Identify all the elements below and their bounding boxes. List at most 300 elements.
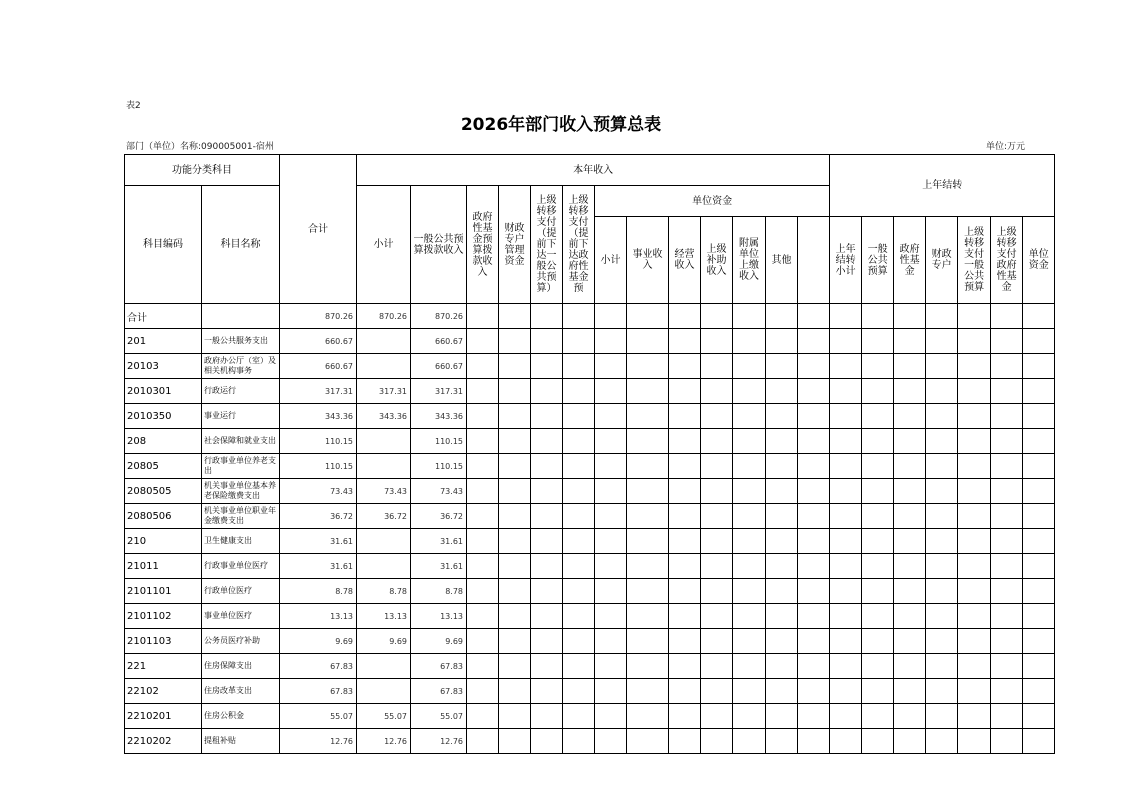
table-row xyxy=(125,679,1055,704)
row-empty-cell xyxy=(499,404,531,429)
row-total: 8.78 xyxy=(280,579,357,604)
row-empty-cell xyxy=(991,379,1023,404)
header-last-year: 上年结转 xyxy=(830,155,1055,217)
row-empty-cell xyxy=(701,729,733,754)
row-code: 2080506 xyxy=(125,504,202,529)
row-empty-cell xyxy=(701,629,733,654)
row-empty-cell xyxy=(991,579,1023,604)
row-empty-cell xyxy=(830,329,862,354)
row-subtotal xyxy=(357,679,411,704)
row-empty-cell xyxy=(701,579,733,604)
row-empty-cell xyxy=(766,304,798,329)
row-empty-cell xyxy=(958,679,991,704)
row-empty-cell xyxy=(862,379,894,404)
row-total: 317.31 xyxy=(280,379,357,404)
header-subtotal: 小计 xyxy=(357,186,411,304)
row-subtotal xyxy=(357,429,411,454)
row-code: 210 xyxy=(125,529,202,554)
row-name: 事业单位医疗 xyxy=(202,604,280,629)
row-empty-cell xyxy=(531,479,563,504)
row-general-budget: 12.76 xyxy=(411,729,467,754)
row-empty-cell xyxy=(766,579,798,604)
row-empty-cell xyxy=(701,554,733,579)
row-total: 660.67 xyxy=(280,329,357,354)
table-row xyxy=(125,454,1055,479)
row-empty-cell xyxy=(467,429,499,454)
row-empty-cell xyxy=(991,479,1023,504)
table-header xyxy=(125,155,1055,304)
table-row xyxy=(125,429,1055,454)
row-empty-cell xyxy=(862,729,894,754)
row-empty-cell xyxy=(991,529,1023,554)
row-empty-cell xyxy=(991,304,1023,329)
row-empty-cell xyxy=(958,579,991,604)
row-empty-cell xyxy=(862,304,894,329)
row-general-budget: 8.78 xyxy=(411,579,467,604)
row-empty-cell xyxy=(499,529,531,554)
row-general-budget: 9.69 xyxy=(411,629,467,654)
row-empty-cell xyxy=(926,329,958,354)
row-empty-cell xyxy=(991,729,1023,754)
row-empty-cell xyxy=(766,704,798,729)
header-ly-subtotal: 上年结转小计 xyxy=(830,217,862,304)
row-empty-cell xyxy=(1023,729,1055,754)
row-total: 31.61 xyxy=(280,529,357,554)
row-empty-cell xyxy=(563,604,595,629)
row-empty-cell xyxy=(1023,604,1055,629)
row-empty-cell xyxy=(766,529,798,554)
table-row xyxy=(125,379,1055,404)
row-empty-cell xyxy=(862,504,894,529)
row-empty-cell xyxy=(926,454,958,479)
row-empty-cell xyxy=(798,629,830,654)
row-empty-cell xyxy=(701,604,733,629)
row-empty-cell xyxy=(733,729,766,754)
row-empty-cell xyxy=(958,604,991,629)
row-empty-cell xyxy=(958,554,991,579)
row-empty-cell xyxy=(830,629,862,654)
row-general-budget: 13.13 xyxy=(411,604,467,629)
row-empty-cell xyxy=(467,704,499,729)
row-name: 提租补贴 xyxy=(202,729,280,754)
row-empty-cell xyxy=(531,304,563,329)
row-empty-cell xyxy=(991,429,1023,454)
row-empty-cell xyxy=(766,354,798,379)
header-upper-subsidy: 上级补助收入 xyxy=(701,217,733,304)
row-empty-cell xyxy=(991,679,1023,704)
row-empty-cell xyxy=(862,579,894,604)
row-empty-cell xyxy=(701,679,733,704)
row-general-budget: 110.15 xyxy=(411,454,467,479)
row-empty-cell xyxy=(991,354,1023,379)
row-code: 2010350 xyxy=(125,404,202,429)
row-empty-cell xyxy=(798,354,830,379)
row-empty-cell xyxy=(926,429,958,454)
row-code: 221 xyxy=(125,654,202,679)
row-empty-cell xyxy=(830,429,862,454)
row-empty-cell xyxy=(701,354,733,379)
row-empty-cell xyxy=(926,504,958,529)
row-empty-cell xyxy=(467,329,499,354)
row-empty-cell xyxy=(862,429,894,454)
row-empty-cell xyxy=(862,604,894,629)
row-code: 2010301 xyxy=(125,379,202,404)
row-empty-cell xyxy=(467,379,499,404)
row-empty-cell xyxy=(894,454,926,479)
row-empty-cell xyxy=(669,354,701,379)
row-general-budget: 343.36 xyxy=(411,404,467,429)
row-total: 110.15 xyxy=(280,454,357,479)
header-blank xyxy=(798,217,830,304)
row-empty-cell xyxy=(1023,304,1055,329)
row-empty-cell xyxy=(1023,654,1055,679)
row-empty-cell xyxy=(467,529,499,554)
row-empty-cell xyxy=(894,704,926,729)
row-empty-cell xyxy=(830,604,862,629)
row-empty-cell xyxy=(862,554,894,579)
row-general-budget: 36.72 xyxy=(411,504,467,529)
row-empty-cell xyxy=(467,479,499,504)
row-empty-cell xyxy=(798,554,830,579)
row-subtotal: 9.69 xyxy=(357,629,411,654)
header-ly-fiscal: 财政专户 xyxy=(926,217,958,304)
row-empty-cell xyxy=(595,354,627,379)
row-empty-cell xyxy=(595,654,627,679)
header-business-income: 事业收入 xyxy=(627,217,669,304)
row-empty-cell xyxy=(733,454,766,479)
row-empty-cell xyxy=(798,479,830,504)
row-name: 行政事业单位医疗 xyxy=(202,554,280,579)
row-empty-cell xyxy=(894,354,926,379)
row-empty-cell xyxy=(894,729,926,754)
row-empty-cell xyxy=(991,329,1023,354)
row-subtotal: 317.31 xyxy=(357,379,411,404)
row-empty-cell xyxy=(862,354,894,379)
row-empty-cell xyxy=(595,404,627,429)
row-empty-cell xyxy=(627,404,669,429)
row-empty-cell xyxy=(467,579,499,604)
row-empty-cell xyxy=(862,654,894,679)
header-ly-general: 一般公共预算 xyxy=(862,217,894,304)
row-empty-cell xyxy=(563,454,595,479)
row-general-budget: 31.61 xyxy=(411,554,467,579)
row-empty-cell xyxy=(894,529,926,554)
row-empty-cell xyxy=(830,304,862,329)
row-empty-cell xyxy=(669,654,701,679)
row-total: 9.69 xyxy=(280,629,357,654)
row-empty-cell xyxy=(958,304,991,329)
header-code: 科目编码 xyxy=(125,186,202,304)
row-empty-cell xyxy=(563,429,595,454)
row-name: 一般公共服务支出 xyxy=(202,329,280,354)
row-empty-cell xyxy=(830,554,862,579)
row-empty-cell xyxy=(531,554,563,579)
table-row xyxy=(125,629,1055,654)
row-empty-cell xyxy=(958,479,991,504)
row-subtotal xyxy=(357,454,411,479)
row-code: 21011 xyxy=(125,554,202,579)
row-empty-cell xyxy=(499,654,531,679)
row-empty-cell xyxy=(627,629,669,654)
row-name: 住房改革支出 xyxy=(202,679,280,704)
row-total: 67.83 xyxy=(280,679,357,704)
row-empty-cell xyxy=(798,704,830,729)
row-code: 2101101 xyxy=(125,579,202,604)
row-empty-cell xyxy=(766,329,798,354)
row-empty-cell xyxy=(669,304,701,329)
row-subtotal: 36.72 xyxy=(357,504,411,529)
row-name: 机关事业单位基本养老保险缴费支出 xyxy=(202,479,280,504)
row-total: 343.36 xyxy=(280,404,357,429)
row-empty-cell xyxy=(830,654,862,679)
row-empty-cell xyxy=(627,454,669,479)
row-code: 2080505 xyxy=(125,479,202,504)
row-empty-cell xyxy=(1023,429,1055,454)
row-empty-cell xyxy=(563,404,595,429)
row-empty-cell xyxy=(627,354,669,379)
table-row xyxy=(125,504,1055,529)
row-empty-cell xyxy=(595,604,627,629)
row-empty-cell xyxy=(595,504,627,529)
row-empty-cell xyxy=(991,454,1023,479)
row-empty-cell xyxy=(766,729,798,754)
row-empty-cell xyxy=(669,729,701,754)
row-empty-cell xyxy=(1023,504,1055,529)
row-empty-cell xyxy=(733,504,766,529)
row-code: 20103 xyxy=(125,354,202,379)
row-empty-cell xyxy=(467,454,499,479)
row-empty-cell xyxy=(1023,579,1055,604)
row-subtotal: 73.43 xyxy=(357,479,411,504)
row-code: 2101103 xyxy=(125,629,202,654)
row-empty-cell xyxy=(926,404,958,429)
row-empty-cell xyxy=(894,429,926,454)
row-empty-cell xyxy=(669,529,701,554)
department-label: 部门（单位）名称:090005001-宿州 xyxy=(126,142,274,152)
row-empty-cell xyxy=(894,304,926,329)
row-empty-cell xyxy=(733,654,766,679)
row-total: 36.72 xyxy=(280,504,357,529)
row-empty-cell xyxy=(531,604,563,629)
row-empty-cell xyxy=(563,729,595,754)
table-number: 表2 xyxy=(126,101,141,111)
row-subtotal xyxy=(357,329,411,354)
row-empty-cell xyxy=(669,404,701,429)
row-empty-cell xyxy=(958,454,991,479)
row-empty-cell xyxy=(595,304,627,329)
row-general-budget: 67.83 xyxy=(411,654,467,679)
row-empty-cell xyxy=(627,304,669,329)
row-empty-cell xyxy=(766,679,798,704)
table-row xyxy=(125,654,1055,679)
header-unit-funds: 单位资金 xyxy=(595,186,830,217)
row-empty-cell xyxy=(669,504,701,529)
row-empty-cell xyxy=(733,629,766,654)
row-empty-cell xyxy=(595,729,627,754)
row-empty-cell xyxy=(467,504,499,529)
row-empty-cell xyxy=(798,454,830,479)
row-empty-cell xyxy=(563,554,595,579)
row-empty-cell xyxy=(531,404,563,429)
row-name: 公务员医疗补助 xyxy=(202,629,280,654)
row-empty-cell xyxy=(991,554,1023,579)
row-empty-cell xyxy=(766,479,798,504)
row-empty-cell xyxy=(830,354,862,379)
row-empty-cell xyxy=(958,404,991,429)
row-subtotal: 343.36 xyxy=(357,404,411,429)
row-empty-cell xyxy=(798,529,830,554)
row-general-budget: 31.61 xyxy=(411,529,467,554)
row-total: 870.26 xyxy=(280,304,357,329)
row-empty-cell xyxy=(669,429,701,454)
row-empty-cell xyxy=(499,354,531,379)
table-row xyxy=(125,704,1055,729)
row-empty-cell xyxy=(1023,454,1055,479)
unit-label: 单位:万元 xyxy=(985,142,1025,152)
row-empty-cell xyxy=(627,554,669,579)
row-subtotal: 870.26 xyxy=(357,304,411,329)
row-empty-cell xyxy=(830,704,862,729)
row-empty-cell xyxy=(499,554,531,579)
row-empty-cell xyxy=(958,654,991,679)
row-empty-cell xyxy=(595,529,627,554)
row-empty-cell xyxy=(798,504,830,529)
row-empty-cell xyxy=(926,554,958,579)
row-general-budget: 317.31 xyxy=(411,379,467,404)
row-empty-cell xyxy=(926,379,958,404)
row-empty-cell xyxy=(926,579,958,604)
row-empty-cell xyxy=(627,429,669,454)
row-empty-cell xyxy=(701,304,733,329)
row-empty-cell xyxy=(669,454,701,479)
row-empty-cell xyxy=(531,354,563,379)
header-upper-general: 上级转移支付（提前下达一般公共预算） xyxy=(531,186,563,304)
row-empty-cell xyxy=(958,354,991,379)
row-empty-cell xyxy=(627,604,669,629)
row-empty-cell xyxy=(926,679,958,704)
row-empty-cell xyxy=(798,404,830,429)
row-empty-cell xyxy=(991,704,1023,729)
row-empty-cell xyxy=(1023,404,1055,429)
table-row xyxy=(125,529,1055,554)
row-code: 合计 xyxy=(125,304,202,329)
row-empty-cell xyxy=(531,629,563,654)
row-empty-cell xyxy=(733,354,766,379)
row-empty-cell xyxy=(1023,354,1055,379)
row-empty-cell xyxy=(798,329,830,354)
row-empty-cell xyxy=(926,729,958,754)
row-empty-cell xyxy=(669,554,701,579)
row-empty-cell xyxy=(958,704,991,729)
row-empty-cell xyxy=(499,504,531,529)
row-empty-cell xyxy=(798,604,830,629)
row-empty-cell xyxy=(894,579,926,604)
row-empty-cell xyxy=(1023,679,1055,704)
row-empty-cell xyxy=(991,604,1023,629)
row-name: 住房公积金 xyxy=(202,704,280,729)
header-ly-gov-fund: 政府性基金 xyxy=(894,217,926,304)
row-empty-cell xyxy=(701,454,733,479)
row-empty-cell xyxy=(733,579,766,604)
row-empty-cell xyxy=(467,604,499,629)
row-empty-cell xyxy=(701,654,733,679)
row-empty-cell xyxy=(595,479,627,504)
row-empty-cell xyxy=(563,379,595,404)
table-body xyxy=(125,304,1055,754)
row-subtotal: 8.78 xyxy=(357,579,411,604)
row-empty-cell xyxy=(531,379,563,404)
row-empty-cell xyxy=(531,454,563,479)
row-total: 110.15 xyxy=(280,429,357,454)
row-empty-cell xyxy=(733,404,766,429)
row-empty-cell xyxy=(627,504,669,529)
row-empty-cell xyxy=(926,704,958,729)
row-subtotal xyxy=(357,554,411,579)
row-empty-cell xyxy=(499,604,531,629)
row-empty-cell xyxy=(669,604,701,629)
row-empty-cell xyxy=(669,479,701,504)
table-row xyxy=(125,554,1055,579)
row-subtotal xyxy=(357,529,411,554)
row-empty-cell xyxy=(798,429,830,454)
row-name: 行政单位医疗 xyxy=(202,579,280,604)
row-empty-cell xyxy=(733,329,766,354)
row-empty-cell xyxy=(499,704,531,729)
row-empty-cell xyxy=(926,529,958,554)
row-empty-cell xyxy=(467,354,499,379)
row-name: 事业运行 xyxy=(202,404,280,429)
row-empty-cell xyxy=(627,704,669,729)
row-general-budget: 73.43 xyxy=(411,479,467,504)
budget-table xyxy=(124,154,1055,754)
row-total: 67.83 xyxy=(280,654,357,679)
header-unit-subtotal: 小计 xyxy=(595,217,627,304)
row-empty-cell xyxy=(531,729,563,754)
row-empty-cell xyxy=(798,304,830,329)
header-ly-unit: 单位资金 xyxy=(1023,217,1055,304)
row-empty-cell xyxy=(926,654,958,679)
row-code: 208 xyxy=(125,429,202,454)
row-empty-cell xyxy=(499,454,531,479)
row-code: 2101102 xyxy=(125,604,202,629)
row-general-budget: 870.26 xyxy=(411,304,467,329)
row-empty-cell xyxy=(595,329,627,354)
row-empty-cell xyxy=(766,429,798,454)
row-empty-cell xyxy=(499,629,531,654)
row-empty-cell xyxy=(733,554,766,579)
header-other: 其他 xyxy=(766,217,798,304)
header-total: 合计 xyxy=(280,155,357,304)
row-empty-cell xyxy=(991,654,1023,679)
row-empty-cell xyxy=(467,304,499,329)
row-empty-cell xyxy=(563,704,595,729)
row-empty-cell xyxy=(830,729,862,754)
row-empty-cell xyxy=(766,504,798,529)
row-empty-cell xyxy=(563,654,595,679)
row-empty-cell xyxy=(862,629,894,654)
row-empty-cell xyxy=(766,379,798,404)
row-empty-cell xyxy=(926,354,958,379)
row-empty-cell xyxy=(926,479,958,504)
row-empty-cell xyxy=(733,429,766,454)
row-empty-cell xyxy=(595,629,627,654)
row-empty-cell xyxy=(531,504,563,529)
row-empty-cell xyxy=(862,704,894,729)
row-empty-cell xyxy=(894,554,926,579)
row-empty-cell xyxy=(467,629,499,654)
row-empty-cell xyxy=(958,529,991,554)
row-empty-cell xyxy=(991,504,1023,529)
